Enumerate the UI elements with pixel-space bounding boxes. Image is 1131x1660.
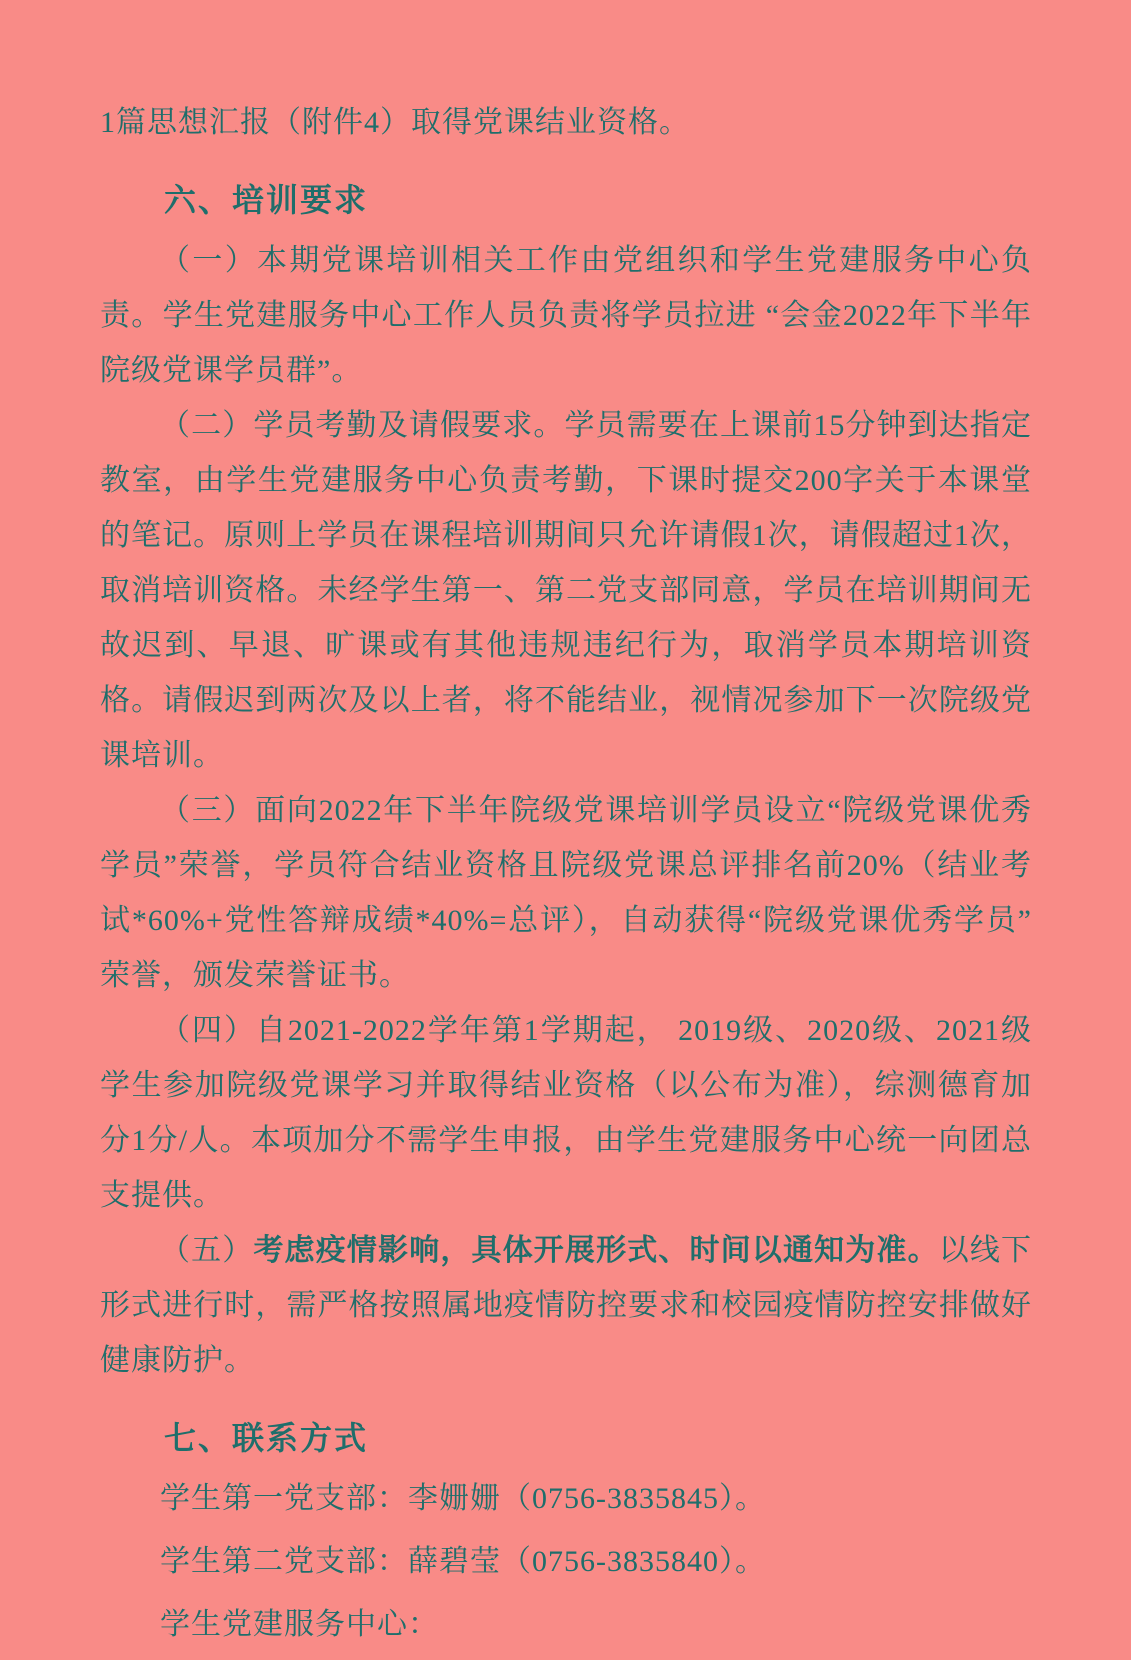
section-heading-training-requirements: 六、培训要求 — [164, 182, 369, 218]
section-heading-contact: 七、联系方式 — [164, 1420, 369, 1456]
paragraph-epidemic-notice-prefix: （五） — [160, 1234, 254, 1267]
contact-line-service-center: 学生党建服务中心： — [160, 1608, 439, 1641]
paragraph-training-responsibility: （一）本期党课培训相关工作由党组织和学生党建服务中心负责。学生党建服务中心工作人员负责将学员拉进 “会金2022年下半年院级党课学员群”。 — [100, 244, 1032, 387]
contact-line-first-branch: 学生第一党支部：李姗姗（0756-3835845）。 — [160, 1482, 766, 1515]
paragraph-credit-bonus: （四）自2021-2022学年第1学期起， 2019级、2020级、2021级学生参加院级党课学习并取得结业资格（以公布为准），综测德育加分1分/人。本项加分不需学生申报，由学生党建服务中心统一向团总支提供。 — [100, 1014, 1032, 1212]
paragraph-outstanding-trainee-honor: （三）面向2022年下半年院级党课培训学员设立“院级党课优秀学员”荣誉，学员符合结业资格且院级党课总评排名前20%（结业考试*60%+党性答辩成绩*40%=总评），自动获得“院级党课优秀学员”荣誉，颁发荣誉证书。 — [100, 794, 1032, 992]
paragraph-epidemic-notice-emphasis: 考虑疫情影响，具体开展形式、时间以通知为准。 — [253, 1234, 939, 1267]
document-content — [100, 95, 1032, 1660]
contact-line-second-branch: 学生第二党支部：薛碧莹（0756-3835840）。 — [160, 1545, 766, 1578]
paragraph-epidemic-notice — [100, 1223, 1032, 1388]
carryover-paragraph: 1篇思想汇报（附件4）取得党课结业资格。 — [100, 106, 690, 139]
paragraph-attendance-leave-rules: （二）学员考勤及请假要求。学员需要在上课前15分钟到达指定教室，由学生党建服务中心负责考勤，下课时提交200字关于本课堂的笔记。原则上学员在课程培训期间只允许请假1次，请假超过1次，取消培训资格。未经学生第一、第二党支部同意，学员在培训期间无故迟到、早退、旷课或有其他违规违纪行为，取消学员本期培训资格。请假迟到两次及以上者，将不能结业，视情况参加下一次院级党课培训。 — [100, 409, 1032, 772]
paragraph-epidemic-notice-rest: 以线下形式进行时，需严格按照属地疫情防控要求和校园疫情防控安排做好健康防护。 — [100, 1234, 1033, 1377]
